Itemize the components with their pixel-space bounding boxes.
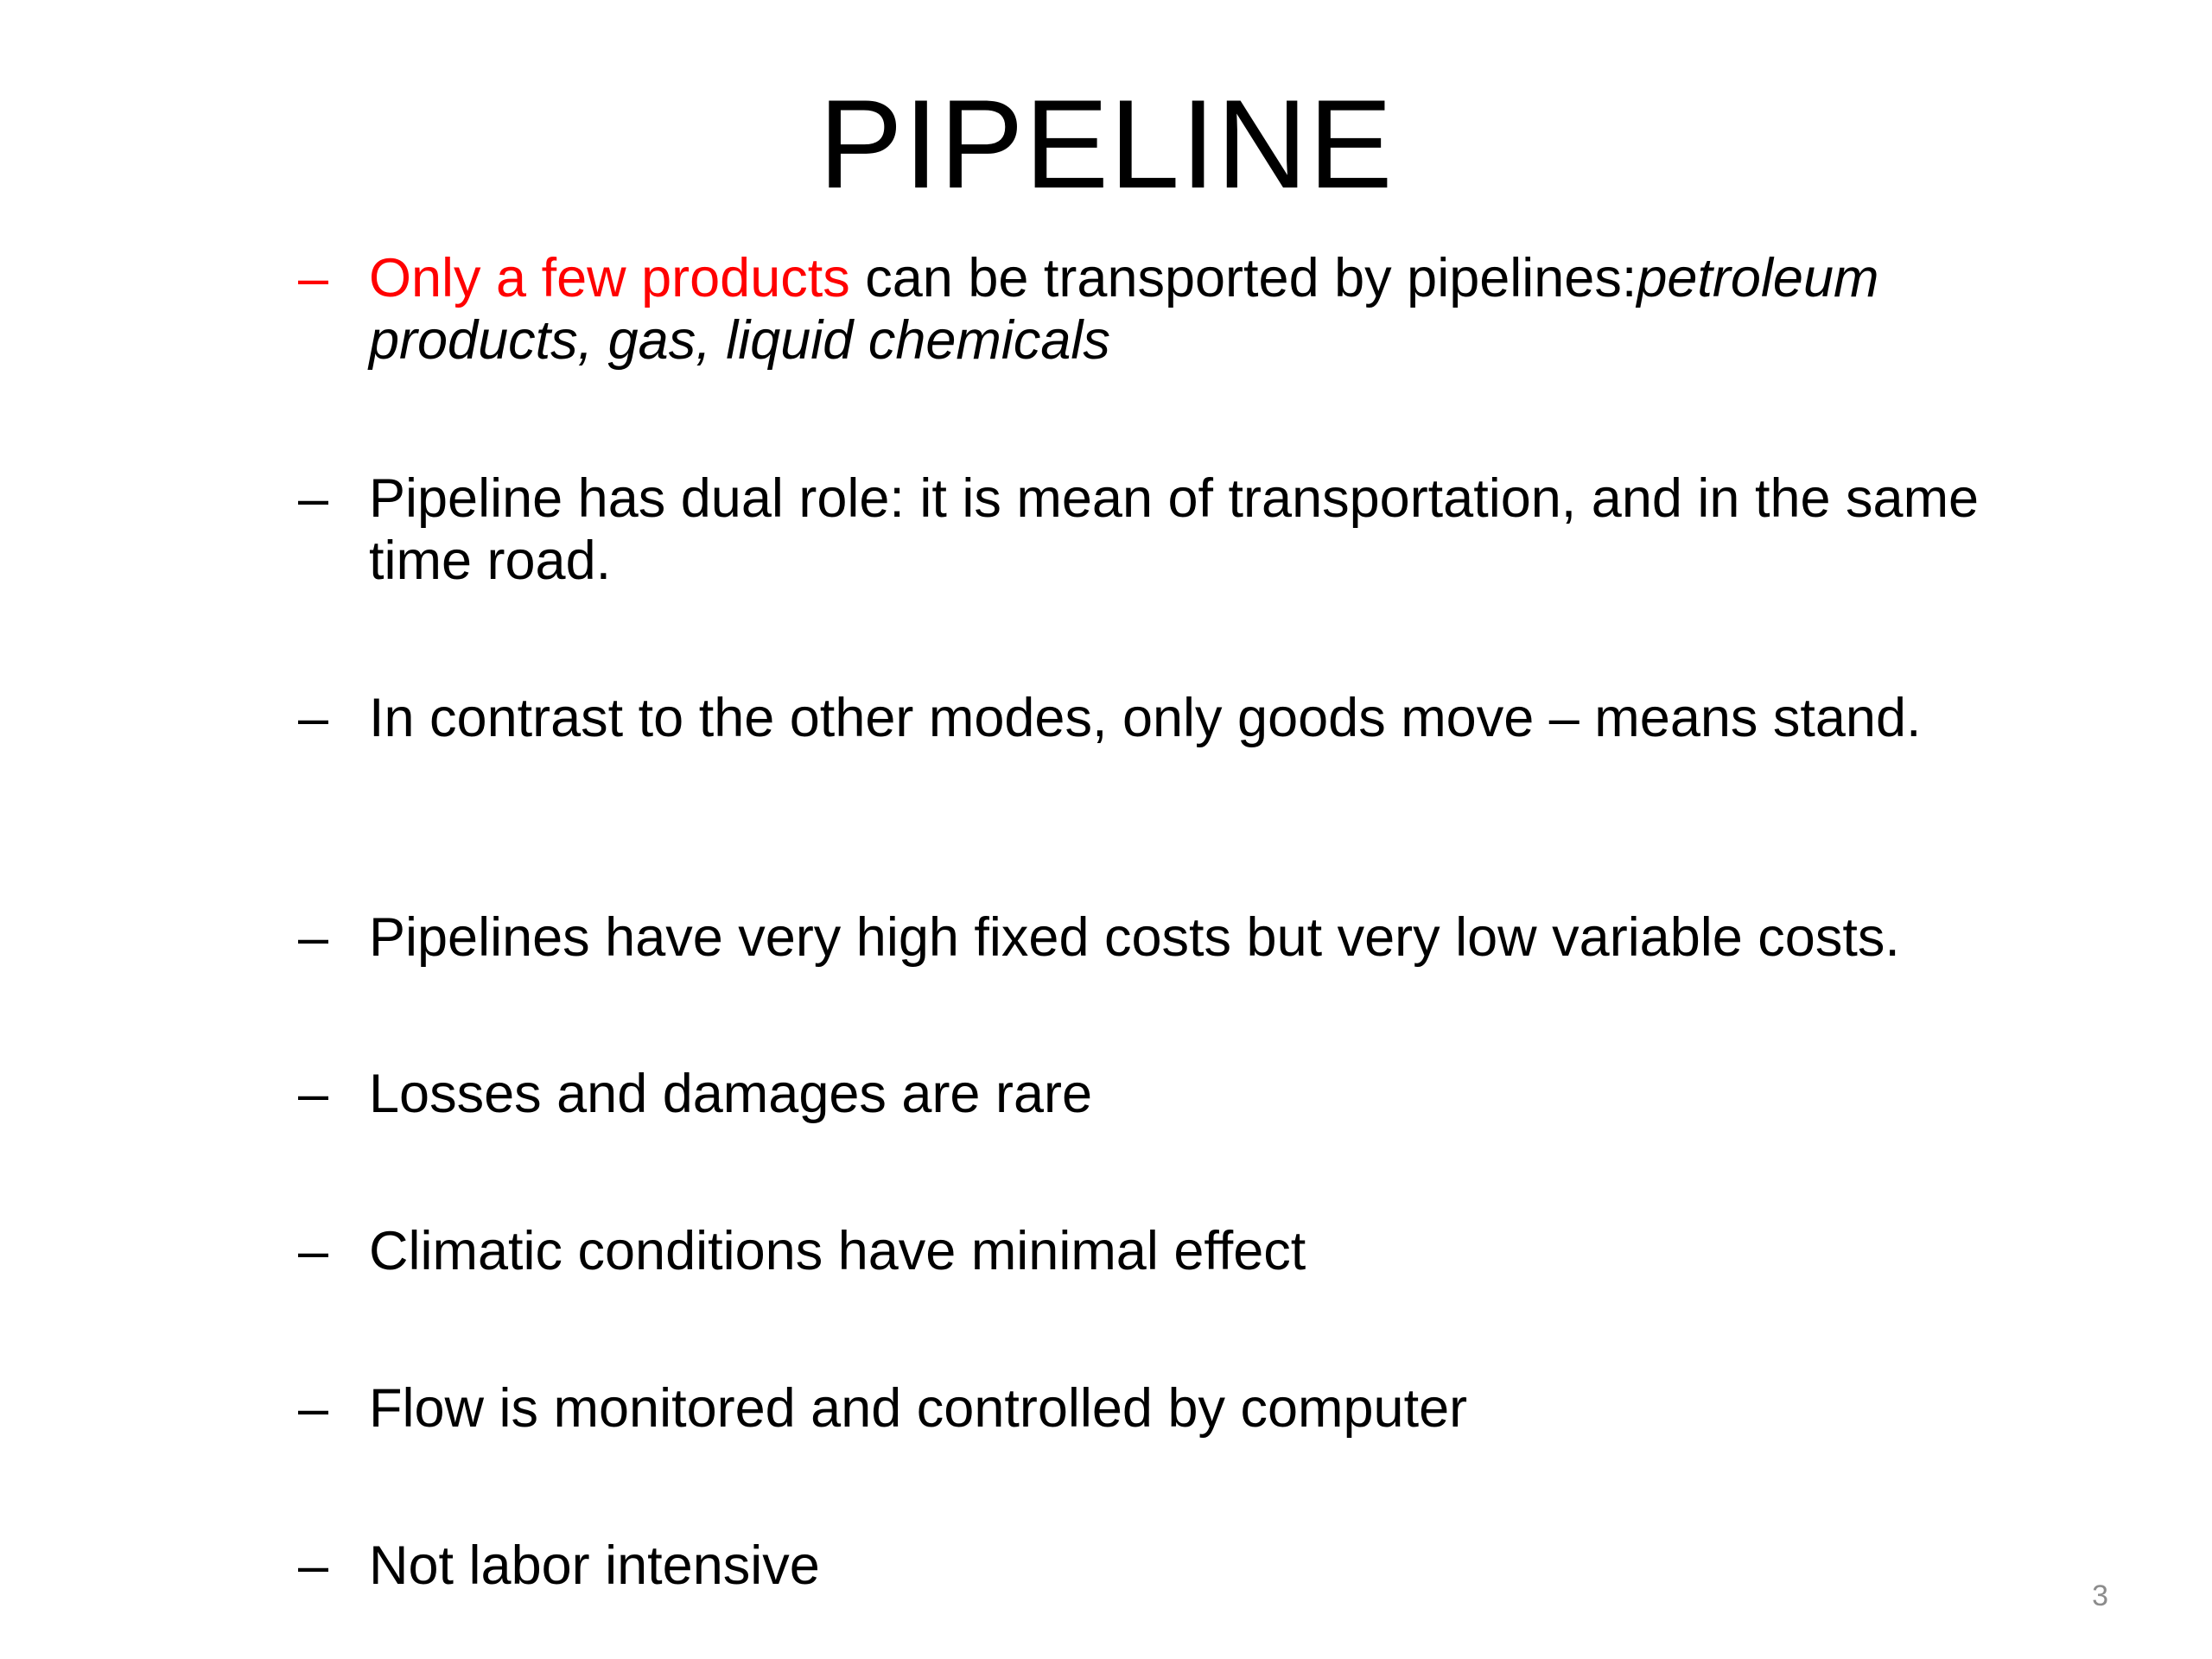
bullet-text: In contrast to the other modes, only goods move – means stand.	[369, 688, 1922, 748]
bullet-dash: –	[298, 468, 329, 529]
page-number: 3	[2092, 1580, 2108, 1612]
bullet-text: Pipeline has dual role: it is mean of transportation, and in the same time road.	[369, 468, 1980, 591]
bullet-text: Pipelines have very high fixed costs but very low variable costs.	[369, 907, 1900, 968]
bullet-body: can be transported by pipelines:	[849, 248, 1637, 308]
bullet-italic: petroleum products, gas, liquid chemicals	[369, 248, 1879, 371]
bullet-dash: –	[298, 1064, 329, 1124]
bullet-text: Not labor intensive	[369, 1535, 820, 1596]
bullet-dash: –	[298, 1535, 329, 1596]
bullet-text	[369, 247, 2084, 372]
bullet-text: Losses and damages are rare	[369, 1064, 1092, 1124]
bullet-text: Climatic conditions have minimal effect	[369, 1221, 1306, 1281]
bullet-highlight: Only a few products	[369, 248, 850, 308]
bullet-dash: –	[298, 1378, 329, 1439]
bullet-dash: –	[298, 907, 329, 968]
bullet-dash: –	[298, 248, 329, 308]
bullet-dash: –	[298, 1221, 329, 1281]
bullet-text: Flow is monitored and controlled by computer	[369, 1378, 1468, 1439]
bullet-dash: –	[298, 688, 329, 748]
slide-title: PIPELINE	[818, 73, 1394, 214]
